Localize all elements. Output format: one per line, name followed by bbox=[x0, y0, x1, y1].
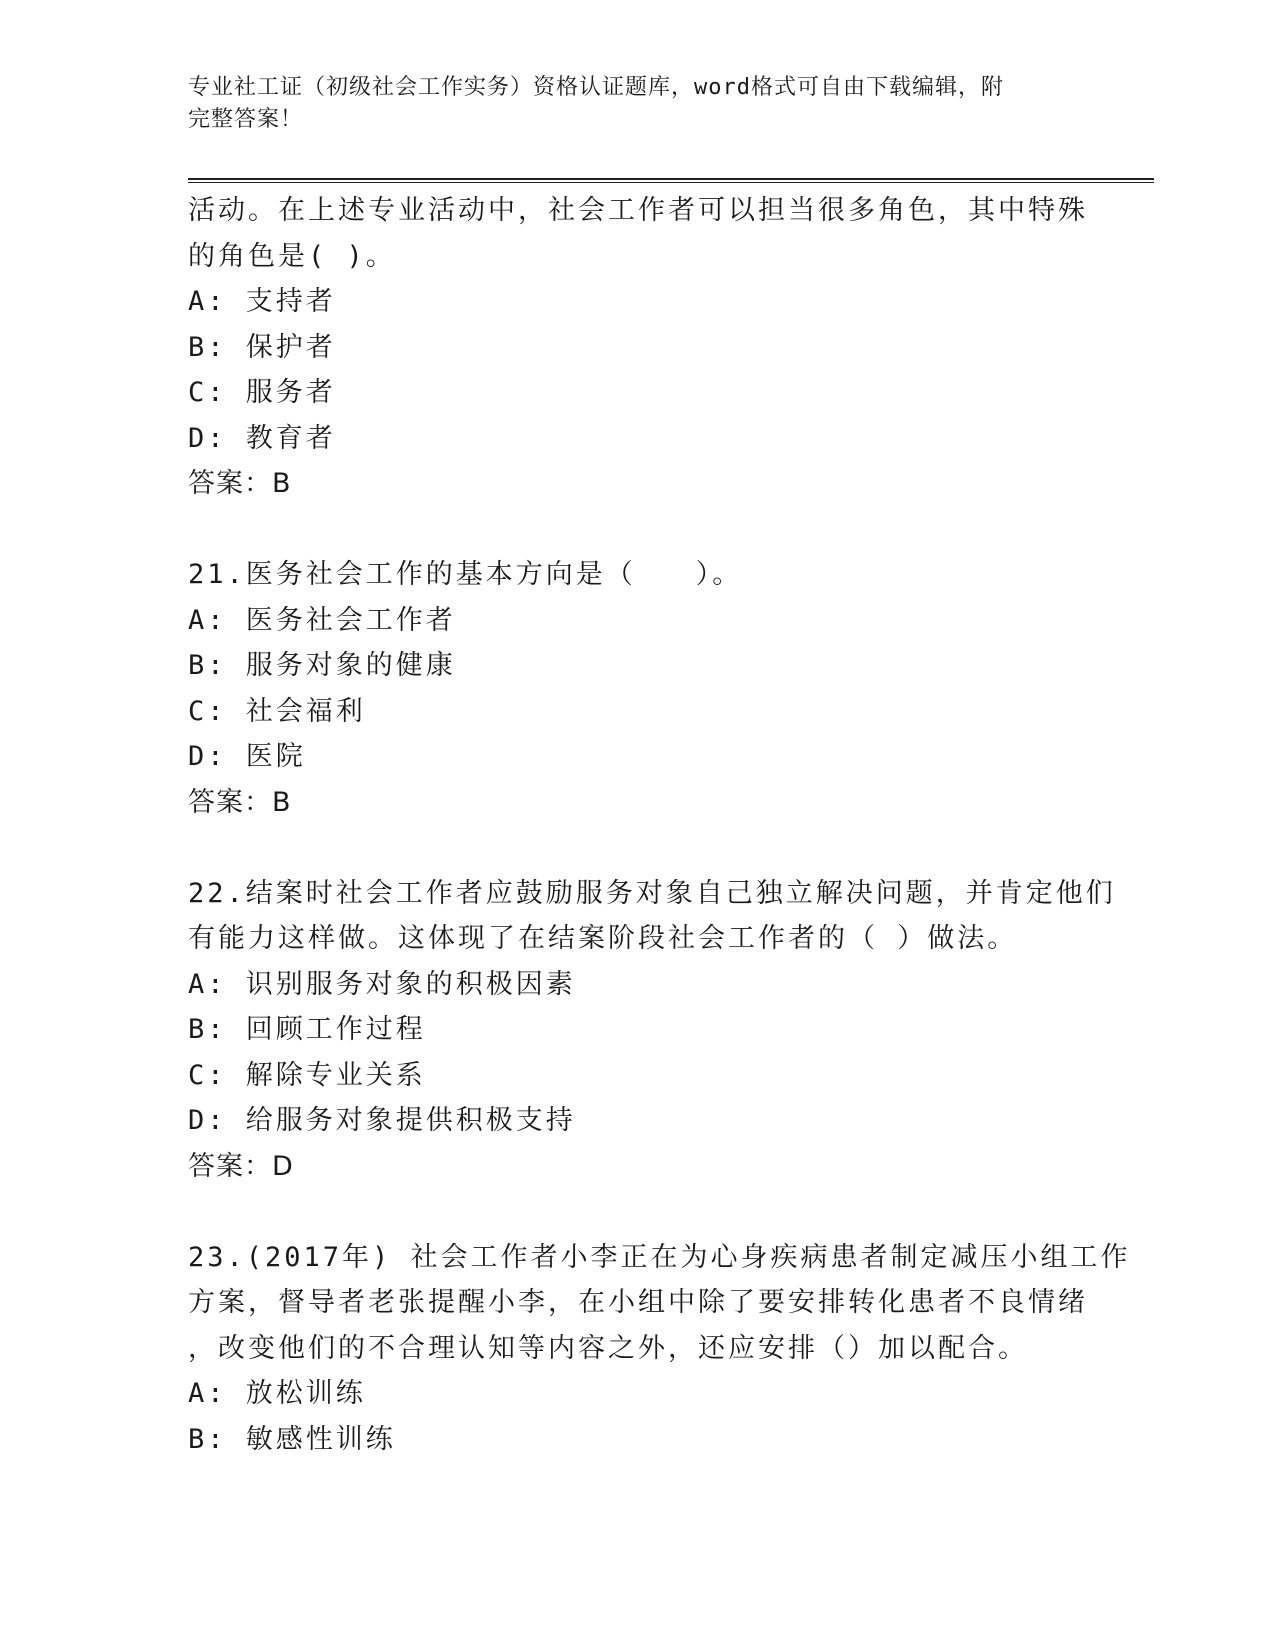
option-c: C: 解除专业关系 bbox=[188, 1059, 426, 1091]
spacer bbox=[188, 825, 1088, 871]
option-b: B: 敏感性训练 bbox=[188, 1423, 396, 1455]
option-d: D: 医院 bbox=[188, 741, 306, 772]
header-divider-thin bbox=[188, 182, 1154, 183]
option-a: A: 支持者 bbox=[188, 286, 336, 317]
answer-line: 答案：B bbox=[188, 786, 292, 818]
option-a: A: 医务社会工作者 bbox=[188, 604, 456, 636]
question-stem: 21.医务社会工作的基本方向是（ ）。 bbox=[188, 559, 743, 590]
option-b: B: 保护者 bbox=[188, 331, 336, 363]
question-stem: ，改变他们的不合理认知等内容之外，还应安排（）加以配合。 bbox=[188, 1332, 1028, 1364]
question-23 bbox=[188, 1235, 1131, 1463]
question-stem: 方案，督导者老张提醒小李，在小组中除了要安排转化患者不良情绪 bbox=[188, 1287, 1088, 1318]
document-header bbox=[188, 72, 1068, 136]
header-line-2: 完整答案！ bbox=[188, 107, 304, 132]
question-21 bbox=[188, 552, 1088, 825]
option-d: D: 给服务对象提供积极支持 bbox=[188, 1105, 576, 1136]
question-stem: 23.(2017年) 社会工作者小李正在为心身疾病患者制定减压小组工作 bbox=[188, 1241, 1131, 1273]
question-stem: 的角色是( )。 bbox=[188, 240, 396, 272]
answer-line: 答案：D bbox=[188, 1150, 294, 1182]
option-b: B: 服务对象的健康 bbox=[188, 650, 456, 681]
question-stem: 22.结案时社会工作者应鼓励服务对象自己独立解决问题，并肯定他们 bbox=[188, 877, 1116, 909]
question-20 bbox=[188, 188, 1088, 507]
question-stem: 活动。在上述专业活动中，社会工作者可以担当很多角色，其中特殊 bbox=[188, 195, 1088, 226]
spacer bbox=[188, 1189, 1088, 1235]
option-d: D: 教育者 bbox=[188, 422, 336, 454]
question-22 bbox=[188, 871, 1116, 1190]
option-a: A: 识别服务对象的积极因素 bbox=[188, 968, 576, 1000]
option-c: C: 社会福利 bbox=[188, 695, 366, 727]
question-list bbox=[188, 188, 1131, 1462]
header-line-1: 专业社工证（初级社会工作实务）资格认证题库，word格式可自由下载编辑，附 bbox=[188, 75, 1004, 100]
option-b: B: 回顾工作过程 bbox=[188, 1014, 426, 1045]
option-a: A: 放松训练 bbox=[188, 1378, 366, 1409]
question-stem: 有能力这样做。这体现了在结案阶段社会工作者的（ ）做法。 bbox=[188, 923, 1018, 954]
option-c: C: 服务者 bbox=[188, 377, 336, 408]
spacer bbox=[188, 507, 1088, 553]
header-divider-thick bbox=[188, 178, 1154, 180]
answer-line: 答案：B bbox=[188, 468, 292, 499]
